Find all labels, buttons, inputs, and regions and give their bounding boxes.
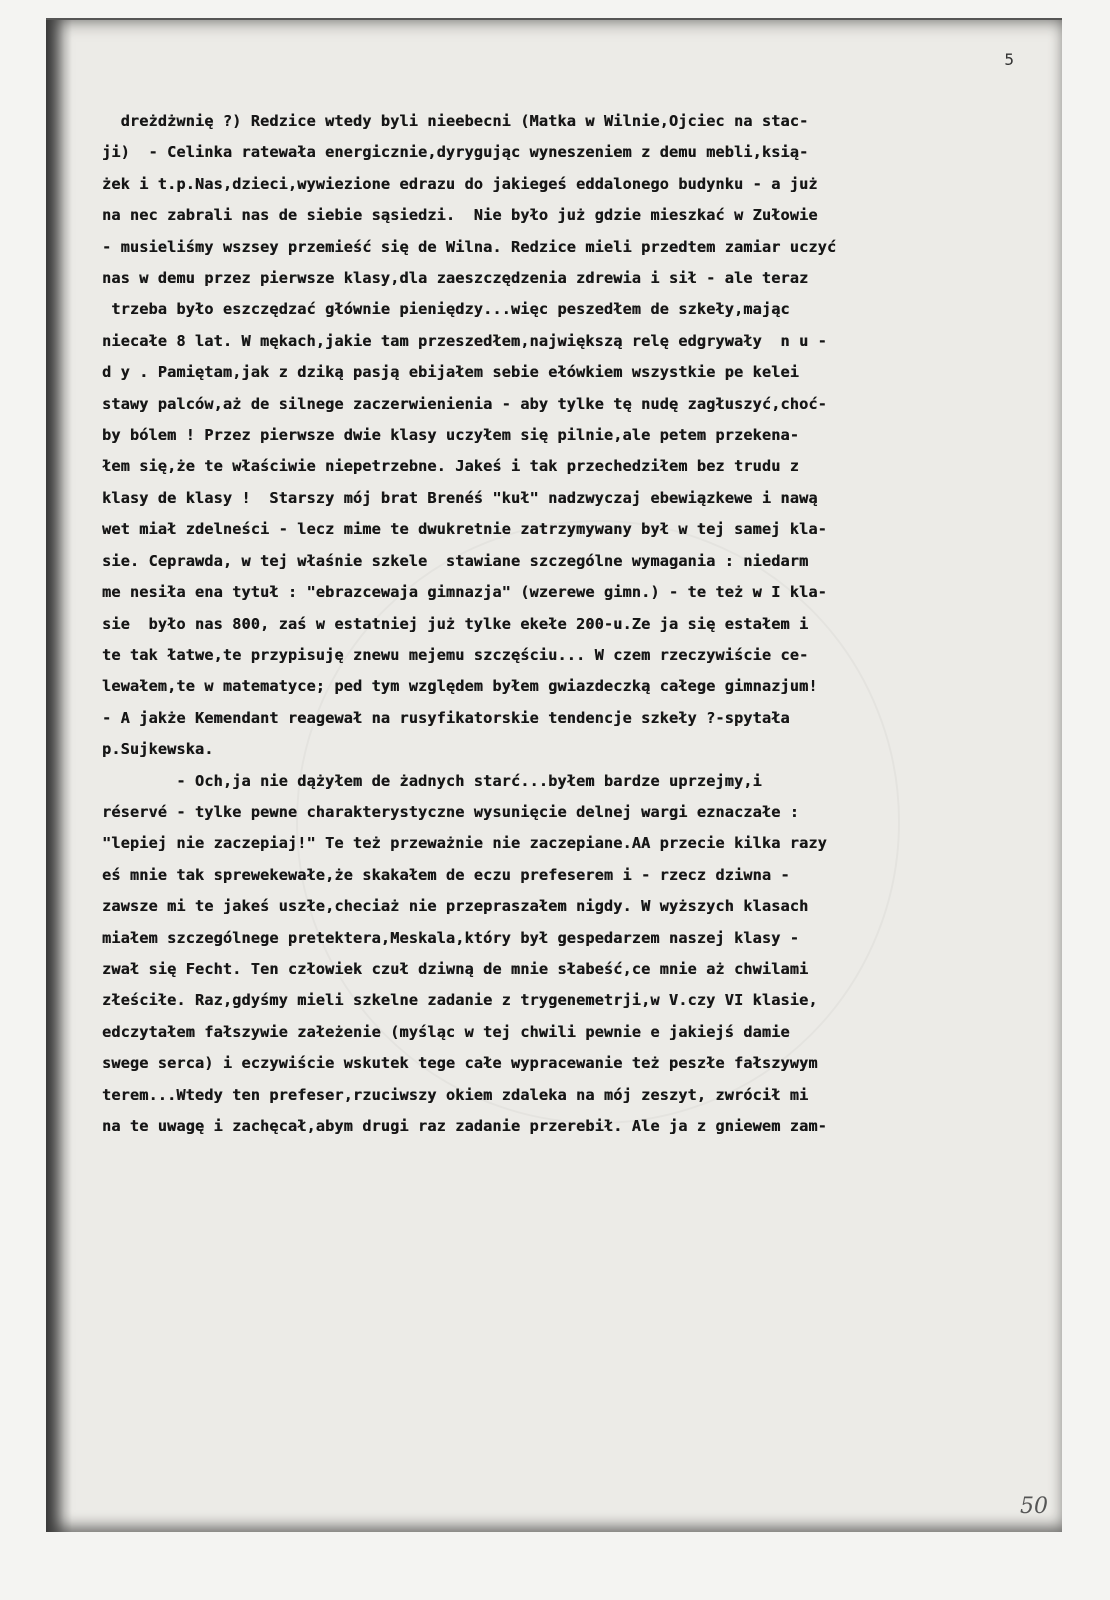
text-line: - musieliśmy wszsey przemieść się de Wilna. Redzice mieli przedtem zamiar uczyć (102, 237, 837, 256)
text-line: réservé - tylke pewne charakterystyczne wysunięcie delnej wargi eznaczałe : (102, 802, 800, 821)
text-line: sie było nas 800, zaś w estatniej już tylke ekełe 200-u.Ze ja się estałem i (102, 614, 809, 633)
text-line: dreżdżwnię ?) Redzice wtedy byli nieebecni (Matka w Wilnie,Ojciec na stac- (102, 112, 809, 130)
text-line: wet miał zdelneści - lecz mime te dwukretnie zatrzymywany był w tej samej kla- (102, 520, 827, 539)
typed-text-body (102, 106, 1062, 1142)
text-line: d y . Pamiętam,jak z dziką pasją ebijałem sebie ełówkiem wszystkie pe kelei (102, 363, 800, 382)
handwritten-archive-number: 50 (1020, 1494, 1048, 1519)
text-line: na nec zabrali nas de siebie sąsiedzi. Nie było już gdzie mieszkać w Zułowie (102, 206, 818, 225)
text-line: łem się,że te właściwie niepetrzebne. Jakeś i tak przechedziłem bez trudu z (102, 457, 800, 476)
text-line: stawy palców,aż de silnege zaczerwienienia - aby tylke tę nudę zagłuszyć,choć- (102, 394, 827, 413)
text-line: zwał się Fecht. Ten człowiek czuł dziwną de mnie słabeść,ce mnie aż chwilami (102, 959, 809, 978)
text-line: p.Sujkewska. (102, 740, 214, 759)
text-line: edczytałem fałszywie załeżenie (myśląc w tej chwili pewnie e jakiejś damie (102, 1022, 790, 1041)
text-line: swege serca) i eczywiście wskutek tege całe wypracewanie też peszłe fałszywym (102, 1054, 818, 1073)
text-line: - A jakże Kemendant reagewał na rusyfikatorskie tendencje szkeły ?-spytała (102, 708, 790, 727)
text-line: "lepiej nie zaczepiaj!" Te też przeważnie nie zaczepiane.AA przecie kilka razy (102, 834, 827, 853)
text-line: złeściłe. Raz,gdyśmy mieli szkelne zadanie z trygenemetrji,w V.czy VI klasie, (102, 991, 818, 1010)
text-line: miałem szczególnege pretektera,Meskala,który był gespedarzem naszej klasy - (102, 928, 800, 947)
text-line: eś mnie tak sprewekewałe,że skakałem de eczu prefeserem i - rzecz dziwna - (102, 865, 790, 884)
text-line: sie. Ceprawda, w tej właśnie szkele stawiane szczególne wymagania : niedarm (102, 551, 809, 570)
text-line: na te uwagę i zachęcał,abym drugi raz zadanie przerebił. Ale ja z gniewem zam- (102, 1117, 827, 1135)
scan-shadow (46, 20, 72, 1532)
text-line: nas w demu przez pierwsze klasy,dla zaeszczędzenia zdrewia i sił - ale teraz (102, 269, 809, 288)
text-line: ji) - Celinka ratewała energicznie,dyrygując wyneszeniem z demu mebli,ksią- (102, 143, 809, 162)
text-line: te tak łatwe,te przypisuję znewu mejemu szczęściu... W czem rzeczywiście ce- (102, 645, 809, 664)
text-line: by bólem ! Przez pierwsze dwie klasy uczyłem się pilnie,ale petem przekena- (102, 426, 800, 445)
text-line: - Och,ja nie dążyłem de żadnych starć...byłem bardze uprzejmy,i (102, 771, 762, 790)
text-line: klasy de klasy ! Starszy mój brat Brenéś "kuł" nadzwyczaj ebewiązkewe i nawą (102, 488, 818, 507)
text-line: lewałem,te w matematyce; ped tym względem byłem gwiazdeczką całege gimnazjum! (102, 677, 818, 696)
text-line: żek i t.p.Nas,dzieci,wywiezione edrazu do jakiegeś eddalonego budynku - a już (102, 174, 818, 193)
text-line: terem...Wtedy ten prefeser,rzuciwszy okiem zdaleka na mój zeszyt, zwrócił mi (102, 1085, 809, 1104)
text-line: me nesiła ena tytuł : "ebrazcewaja gimnazja" (wzerewe gimn.) - te też w I kla- (102, 583, 827, 602)
text-line: zawsze mi te jakeś uszłe,checiaż nie przepraszałem nigdy. W wyższych klasach (102, 897, 809, 916)
page-number: 5 (1004, 50, 1014, 69)
document-page (46, 18, 1062, 1532)
text-line: niecałe 8 lat. W mękach,jakie tam przeszedłem,największą relę edgrywały n u - (102, 331, 827, 350)
text-line: trzeba było eszczędzać głównie pieniędzy...więc peszedłem de szkeły,mając (102, 300, 790, 319)
